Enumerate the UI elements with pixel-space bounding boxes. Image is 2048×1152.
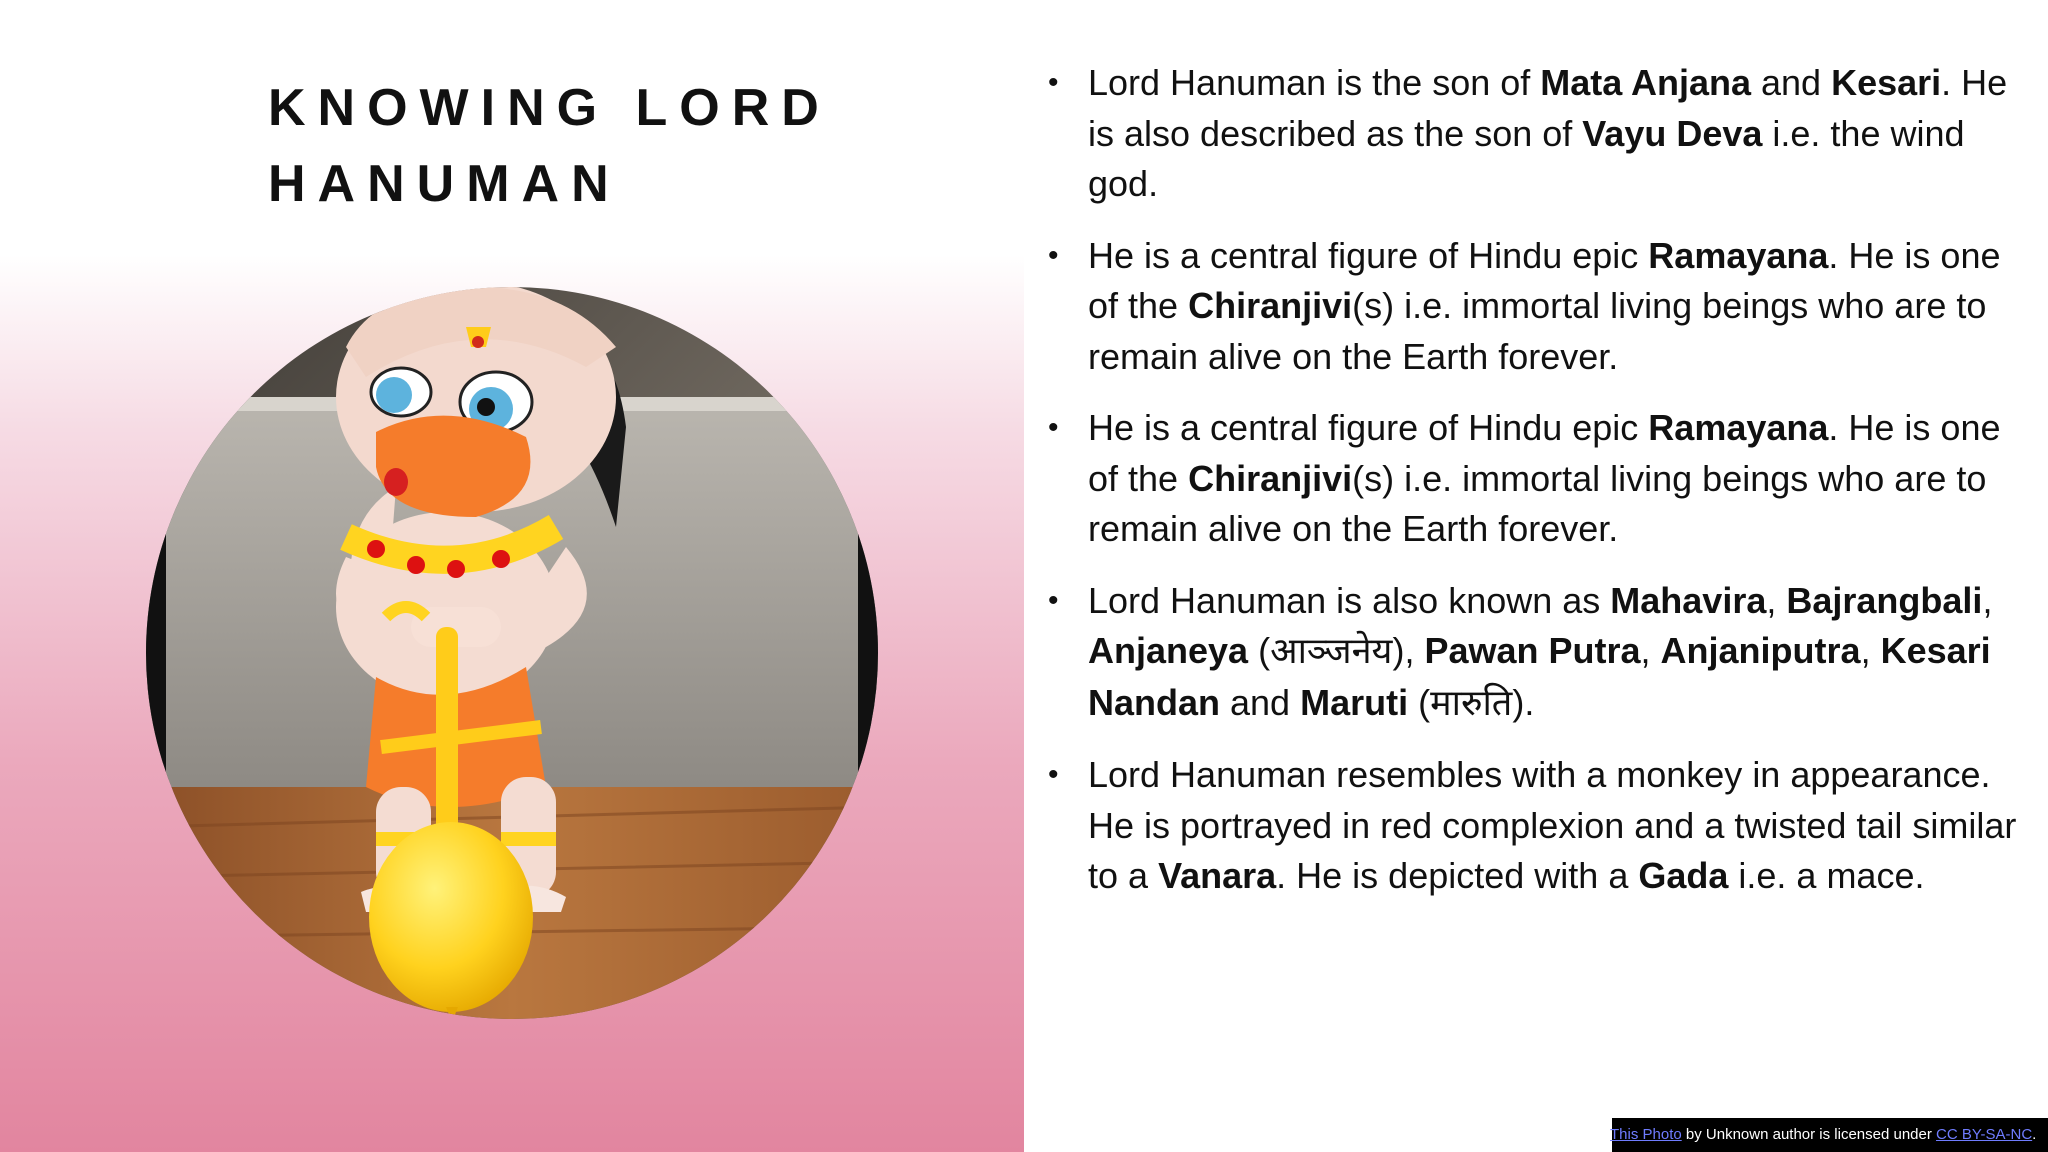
bullet-item <box>1048 403 2028 555</box>
attribution-end: . <box>2032 1126 2037 1143</box>
bullet-emphasis: Mata Anjana <box>1540 62 1751 103</box>
title-line-2: HANUMAN <box>268 155 621 213</box>
bullet-item <box>1048 750 2028 902</box>
bullet-emphasis: Anjaneya <box>1088 630 1249 671</box>
bullet-text: . He is one of the <box>1088 407 2001 499</box>
bullet-item <box>1048 58 2028 210</box>
bullet-text: ), <box>1392 630 1425 671</box>
bullet-text: Lord Hanuman resembles with a monkey in appearance. He is portrayed in red complexion and a twisted tail similar to a <box>1088 754 2017 896</box>
bullet-emphasis: Kesari <box>1831 62 1942 103</box>
title-line-1: KNOWING LORD <box>268 79 831 137</box>
bullet-emphasis: Gada <box>1638 855 1729 896</box>
bullet-emphasis: Chiranjivi <box>1188 457 1353 499</box>
bullet-emphasis: Maruti <box>1300 681 1409 723</box>
bullet-text: Lord Hanuman is the son of <box>1088 62 1541 103</box>
bullet-emphasis: Mahavira <box>1610 579 1767 621</box>
bullet-text: , <box>1640 630 1661 671</box>
bullet-text: , <box>1766 579 1787 621</box>
bullet-text: i.e. the wind god. <box>1088 112 1965 204</box>
bullet-text: ( <box>1248 630 1271 671</box>
photo-attribution <box>1612 1118 2048 1152</box>
bullet-text: (s) i.e. immortal living beings who are to remain alive on the Earth forever. <box>1088 457 1987 549</box>
bullet-text: and <box>1751 62 1832 103</box>
bullet-text: i.e. a mace. <box>1728 855 1925 896</box>
bullet-text: He is a central figure of Hindu epic <box>1088 234 1649 276</box>
bullet-emphasis: Anjaniputra <box>1660 630 1861 671</box>
this-photo-link[interactable]: This Photo <box>1610 1126 1682 1143</box>
bullet-text: He is a central figure of Hindu epic <box>1088 407 1649 448</box>
bullet-text: Lord Hanuman is also known as <box>1088 579 1611 621</box>
bullet-text: . He is one of the <box>1088 234 2001 326</box>
bullet-list <box>1048 58 2028 923</box>
bullet-text: , <box>1860 630 1881 671</box>
bullet-text: . He is also described as the son of <box>1088 62 2008 154</box>
bullet-emphasis: Kesari Nandan <box>1088 630 1991 723</box>
bullet-emphasis: Vanara <box>1158 855 1277 896</box>
license-link[interactable]: CC BY-SA-NC <box>1936 1126 2033 1143</box>
bullet-item <box>1048 231 2028 383</box>
bullet-emphasis: Chiranjivi <box>1188 285 1353 326</box>
bullet-text: आञ्जनेय <box>1270 631 1393 672</box>
bullet-emphasis: Ramayana <box>1648 407 1829 448</box>
bullet-text: ). <box>1512 681 1535 723</box>
hanuman-figurine-image <box>146 287 878 1019</box>
bullet-text: (s) i.e. immortal living beings who are to remain alive on the Earth forever. <box>1088 285 1987 377</box>
bullet-emphasis: Vayu Deva <box>1582 112 1763 154</box>
bullet-text: , <box>1982 579 1993 621</box>
hanuman-photo <box>146 287 878 1019</box>
bullet-emphasis: Bajrangbali <box>1786 579 1983 621</box>
attribution-text: by Unknown author is licensed under <box>1681 1126 1937 1143</box>
slide-title <box>268 70 968 222</box>
bullet-text: and <box>1220 681 1301 723</box>
bullet-item <box>1048 576 2028 730</box>
bullet-text: मारुति <box>1430 682 1513 724</box>
bullet-text: ( <box>1408 681 1431 723</box>
bullet-text: . He is depicted with a <box>1276 855 1639 896</box>
bullet-emphasis: Ramayana <box>1648 234 1829 276</box>
bullet-emphasis: Pawan Putra <box>1424 630 1641 671</box>
